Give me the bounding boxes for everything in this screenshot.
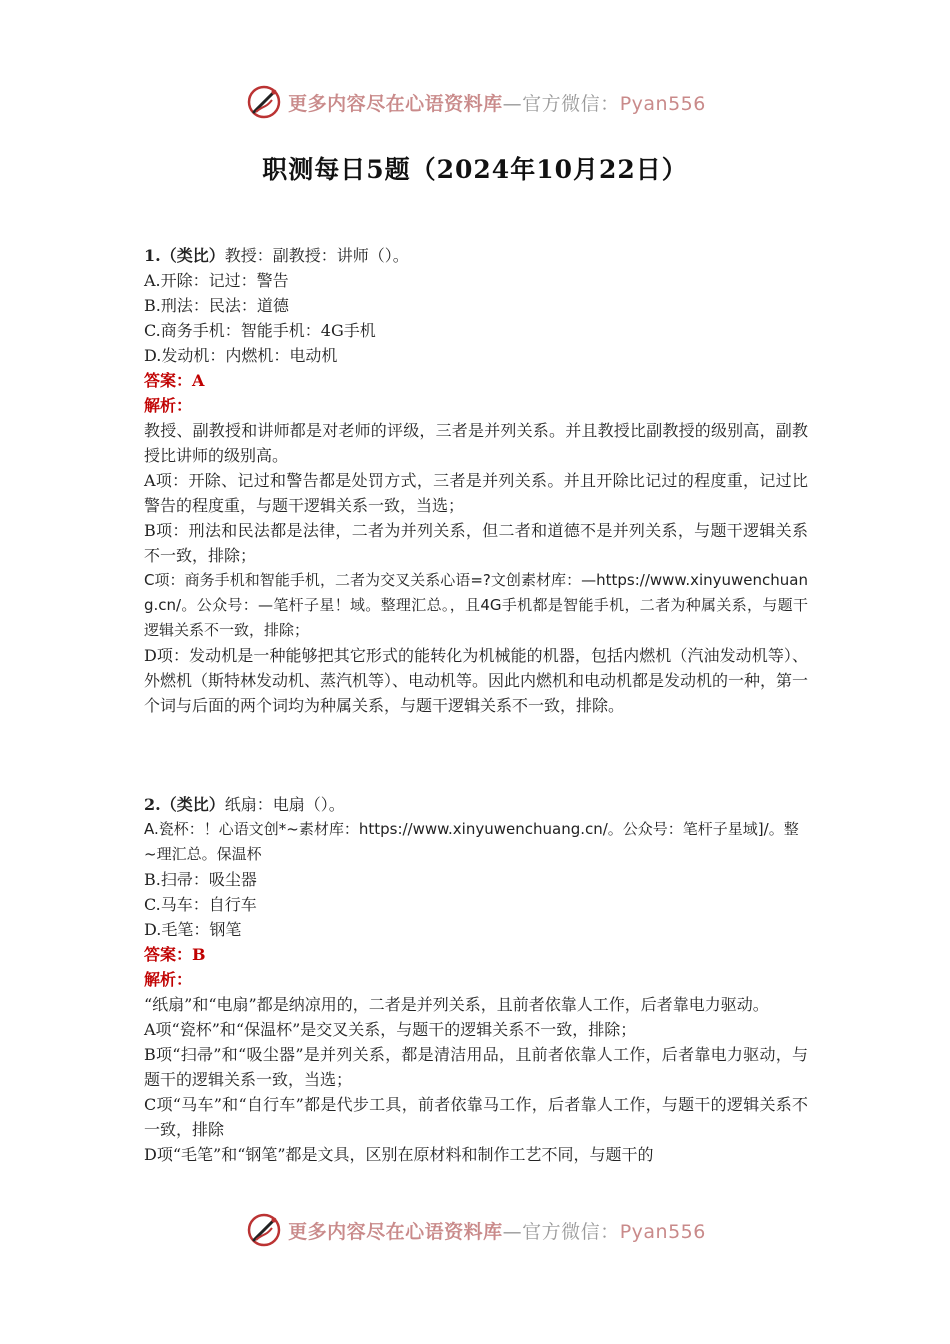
option-d: D.发动机：内燃机：电动机 (144, 346, 338, 365)
analysis-label: 解析： (144, 396, 193, 415)
pen-logo-icon (244, 1210, 284, 1250)
header-banner (0, 82, 950, 122)
option-c: C.马车：自行车 (144, 895, 257, 914)
analysis-paragraph: D项：发动机是一种能够把其它形式的能转化为机械能的机器，包括内燃机（汽油发动机等）、外燃机（斯特林发动机、蒸汽机等）、电动机等。因此内燃机和电动机都是发动机的一种，第一个词与后面的两个词均为种属关系，与题干逻辑关系不一致，排除。 (144, 646, 809, 715)
banner-wechat-id: Pyan556 (619, 1220, 706, 1243)
option-c: C.商务手机：智能手机：4G手机 (144, 321, 376, 340)
answer-label: 答案：A (144, 371, 205, 390)
analysis-paragraph: “纸扇”和“电扇”都是纳凉用的，二者是并列关系，且前者依靠人工作，后者靠电力驱动。 (144, 995, 769, 1014)
analysis-paragraph: D项“毛笔”和“钢笔”都是文具，区别在原材料和制作工艺不同，与题干的 (144, 1145, 654, 1164)
banner-separator: — (502, 92, 523, 115)
question-type: （类比） (160, 246, 225, 265)
question-heading (144, 243, 808, 268)
pen-logo-icon (244, 82, 284, 122)
banner-wechat-label: 官方微信： (522, 1220, 620, 1243)
page-title: 职测每日5题（2024年10月22日） (262, 155, 688, 184)
option-a: A.开除：记过：警告 (144, 271, 289, 290)
question-heading (144, 792, 808, 817)
option-a: A.瓷杯：！心语文创*~素材库：https://www.xinyuwenchuang.cn/。公众号：笔杆子星域]/。整~理汇总。保温杯 (144, 820, 799, 863)
banner-separator: — (502, 1220, 523, 1243)
footer-banner (0, 1210, 950, 1250)
analysis-label: 解析： (144, 970, 193, 989)
question-block-2 (144, 792, 808, 1167)
analysis-paragraph: C项“马车”和“自行车”都是代步工具，前者依靠马工作，后者靠人工作，与题干的逻辑关系不一致，排除 (144, 1095, 808, 1139)
banner-main-text: 更多内容尽在心语资料库 (288, 92, 503, 115)
question-block-1 (144, 243, 808, 718)
question-number: 2. (144, 795, 161, 814)
answer-label: 答案：B (144, 945, 206, 964)
question-type: （类比） (160, 795, 225, 814)
question-stem: 教授：副教授：讲师（）。 (224, 246, 409, 265)
option-d: D.毛笔：钢笔 (144, 920, 242, 939)
banner-wechat-label: 官方微信： (522, 92, 620, 115)
analysis-paragraph: A项“瓷杯”和“保温杯”是交叉关系，与题干的逻辑关系不一致，排除； (144, 1020, 637, 1039)
banner-main-text: 更多内容尽在心语资料库 (288, 1220, 503, 1243)
analysis-paragraph: B项：刑法和民法都是法律，二者为并列关系，但二者和道德不是并列关系，与题干逻辑关系不一致，排除； (144, 521, 808, 565)
analysis-paragraph: B项“扫帚”和“吸尘器”是并列关系，都是清洁用品，且前者依靠人工作，后者靠电力驱动，与题干的逻辑关系一致，当选； (144, 1045, 808, 1089)
analysis-paragraph: C项：商务手机和智能手机，二者为交叉关系心语=?文创素材库：—https://www.xinyuwenchuang.cn/。公众号：—笔杆子星！域。整理汇总。，且4G手机都是智能手机，二者为种属关系，与题干逻辑关系不一致，排除； (144, 571, 808, 639)
option-b: B.刑法：民法：道德 (144, 296, 289, 315)
analysis-paragraph: A项：开除、记过和警告都是处罚方式，三者是并列关系。并且开除比记过的程度重，记过比警告的程度重，与题干逻辑关系一致，当选； (144, 471, 808, 515)
option-b: B.扫帚：吸尘器 (144, 870, 257, 889)
question-number: 1. (144, 246, 161, 265)
banner-wechat-id: Pyan556 (619, 92, 706, 115)
analysis-paragraph: 教授、副教授和讲师都是对老师的评级，三者是并列关系。并且教授比副教授的级别高，副教授比讲师的级别高。 (144, 421, 808, 465)
question-stem: 纸扇：电扇（）。 (224, 795, 345, 814)
